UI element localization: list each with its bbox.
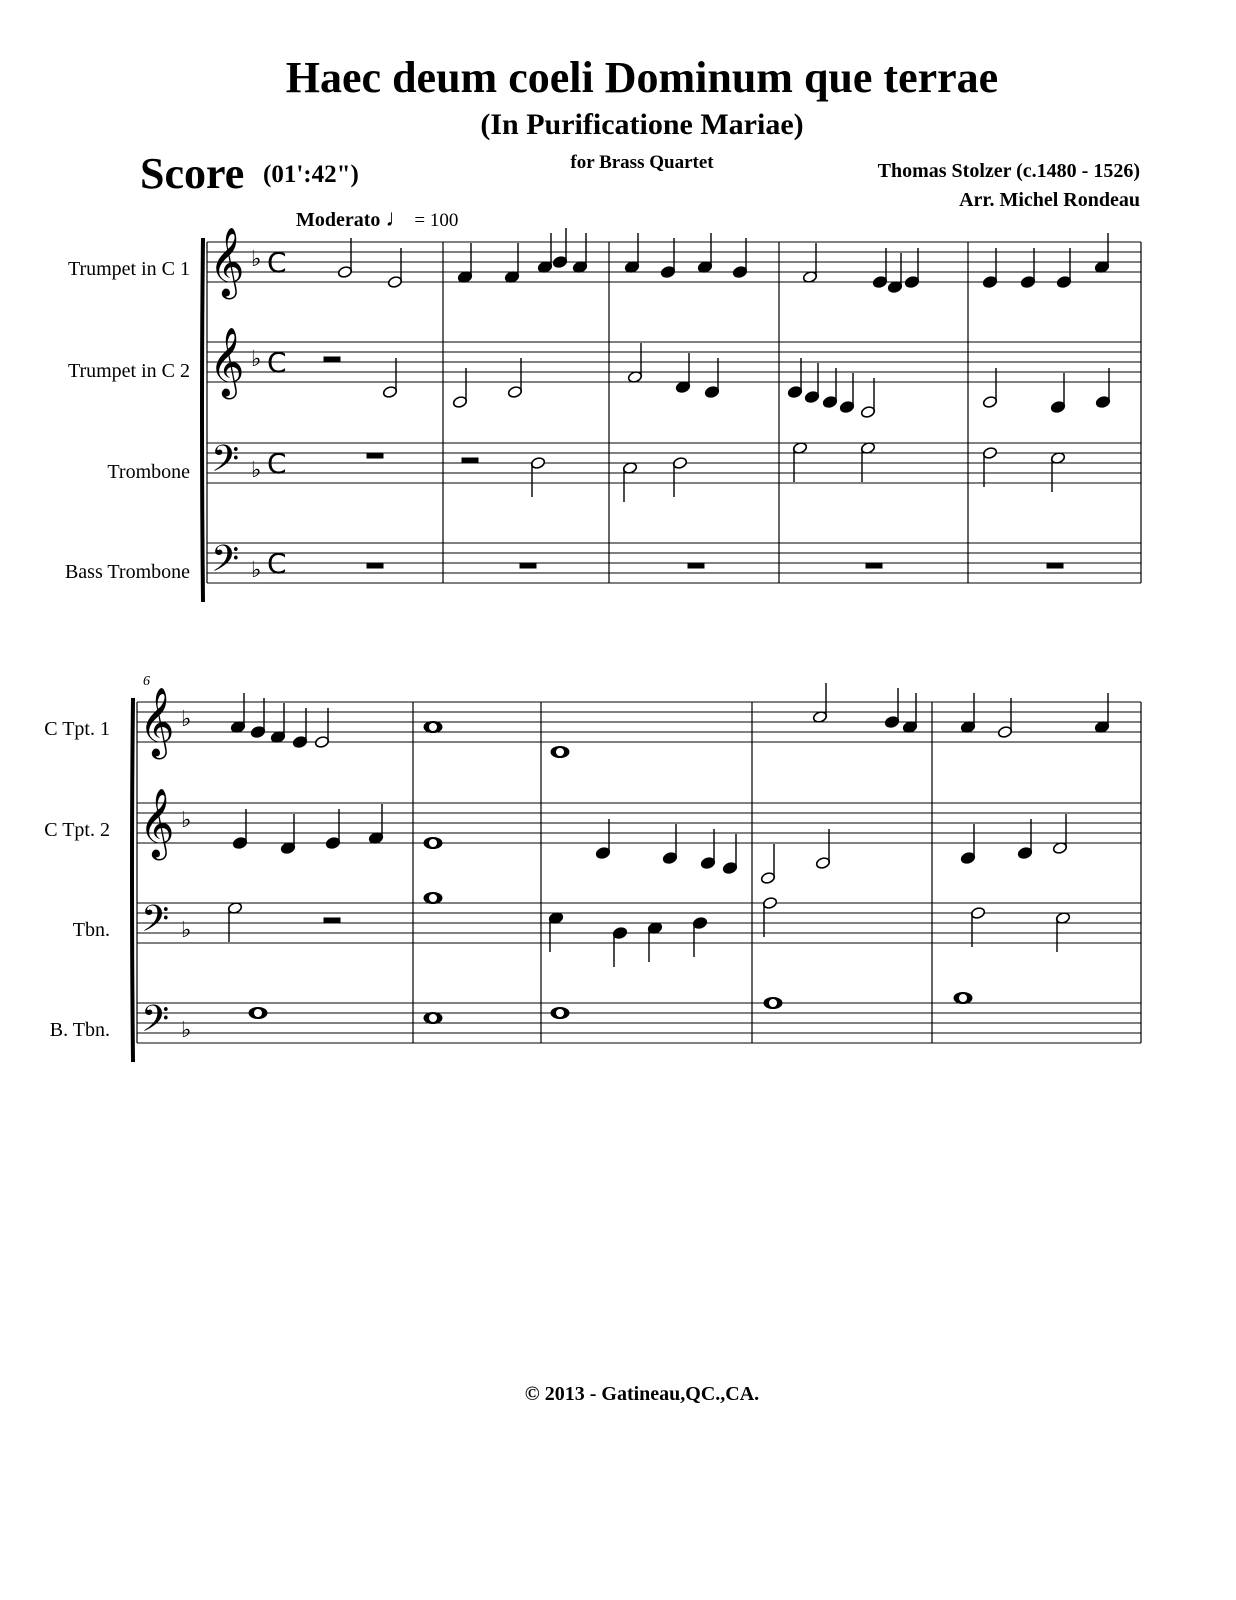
tempo-text: Moderato	[296, 209, 381, 231]
copyright-notice: © 2013 - Gatineau,QC.,CA.	[524, 1383, 760, 1405]
quarter-note-icon: ♩	[385, 206, 410, 232]
whole-rest	[367, 563, 383, 568]
whole-rest	[520, 563, 536, 568]
instrument-name-bass-trombone: Bass Trombone	[64, 561, 190, 583]
instrument-name-trumpet-2: Trumpet in C 2	[67, 360, 190, 382]
score-title: Haec deum coeli Dominum que terrae	[285, 53, 999, 102]
instrument-abbr-trombone: Tbn.	[72, 919, 110, 941]
bass-clef-icon: 𝄢	[141, 898, 170, 949]
bass-clef-icon: 𝄢	[211, 438, 240, 489]
instrument-name-trumpet-1: Trumpet in C 1	[67, 258, 190, 280]
treble-clef-icon: 𝄞	[139, 687, 175, 757]
treble-clef-icon: 𝄞	[209, 327, 245, 397]
flat-key-signature: ♭	[181, 918, 192, 943]
half-rest	[324, 918, 340, 923]
common-time-icon: C	[267, 346, 287, 379]
flat-key-signature: ♭	[181, 707, 192, 732]
whole-note-hole	[556, 748, 564, 756]
score-subtitle: (In Purificatione Mariae)	[480, 108, 804, 141]
whole-note-hole	[556, 1009, 564, 1017]
composer-credit: Thomas Stolzer (c.1480 - 1526)	[877, 160, 1140, 182]
whole-note-hole	[429, 723, 437, 731]
whole-rest	[866, 563, 882, 568]
instrumentation-line: for Brass Quartet	[570, 152, 714, 173]
score-label: Score	[140, 149, 245, 198]
whole-rest	[1047, 563, 1063, 568]
half-rest	[324, 357, 340, 362]
flat-key-signature: ♭	[251, 458, 262, 483]
common-time-icon: C	[267, 447, 287, 480]
instrument-abbr-trumpet-1: C Tpt. 1	[44, 718, 110, 740]
whole-rest	[688, 563, 704, 568]
common-time-icon: C	[267, 547, 287, 580]
whole-note-hole	[254, 1009, 262, 1017]
bass-clef-icon: 𝄢	[141, 998, 170, 1049]
flat-key-signature: ♭	[181, 808, 192, 833]
whole-note-hole	[429, 894, 437, 902]
flat-key-signature: ♭	[251, 347, 262, 372]
treble-clef-icon: 𝄞	[139, 788, 175, 858]
whole-note-hole	[769, 999, 777, 1007]
whole-note-hole	[429, 1014, 437, 1022]
whole-rest	[367, 453, 383, 458]
measure-number: 6	[143, 674, 150, 689]
treble-clef-icon: 𝄞	[209, 227, 245, 297]
arranger-credit: Arr. Michel Rondeau	[959, 189, 1140, 211]
duration-label: (01':42")	[263, 161, 359, 188]
instrument-abbr-bass-trombone: B. Tbn.	[49, 1019, 110, 1041]
half-rest	[462, 458, 478, 463]
system-brace	[202, 238, 203, 602]
flat-key-signature: ♭	[181, 1018, 192, 1043]
whole-note-hole	[429, 839, 437, 847]
whole-note-hole	[959, 994, 967, 1002]
instrument-name-trombone: Trombone	[107, 461, 190, 483]
common-time-icon: C	[267, 246, 287, 279]
flat-key-signature: ♭	[251, 247, 262, 272]
instrument-abbr-trumpet-2: C Tpt. 2	[44, 819, 110, 841]
system-brace	[132, 698, 133, 1062]
tempo-value: = 100	[414, 210, 459, 231]
bass-clef-icon: 𝄢	[211, 538, 240, 589]
flat-key-signature: ♭	[251, 558, 262, 583]
